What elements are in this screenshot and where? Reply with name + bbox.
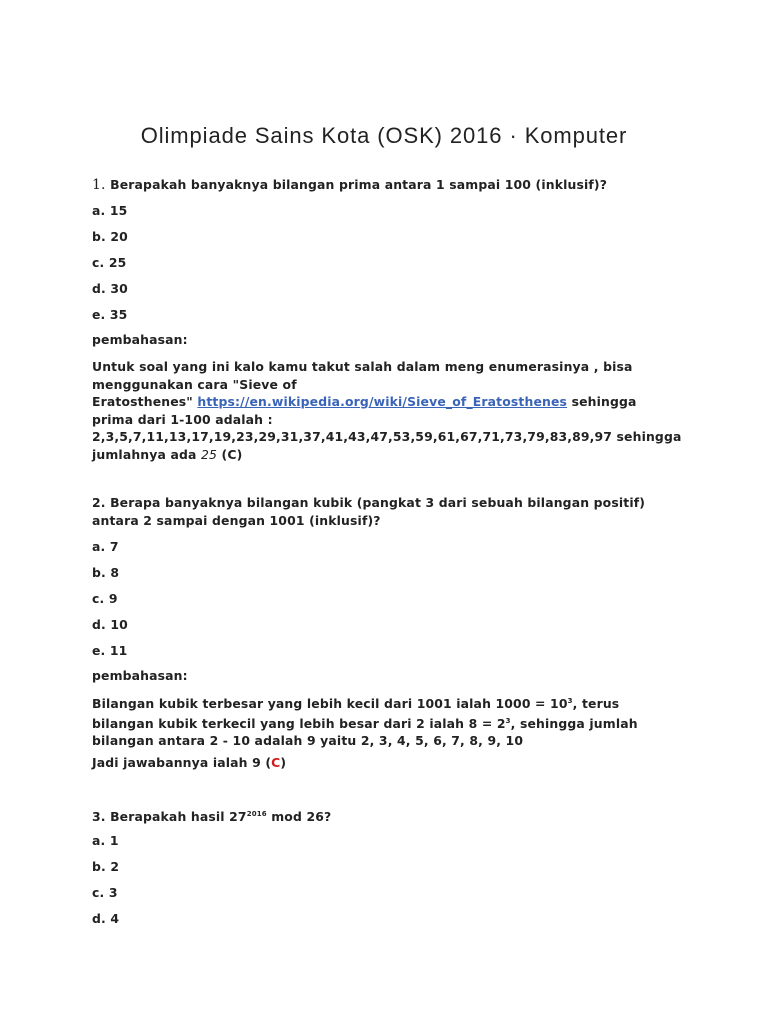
q2-line1-sup: 3 — [567, 697, 573, 705]
question-1-number: 1. — [92, 177, 106, 193]
q2-option-c: c. 9 — [92, 591, 118, 606]
q1-option-b: b. 20 — [92, 229, 128, 244]
q1-explanation-line2: menggunakan cara "Sieve of — [92, 376, 297, 392]
q2-explanation-line3: bilangan antara 2 - 10 adalah 9 yaitu 2, 3, 4, 5, 6, 7, 8, 9, 10 — [92, 733, 524, 748]
question-2-line2: antara 2 sampai dengan 1001 (inklusif)? — [92, 512, 381, 528]
q2-explanation — [92, 693, 692, 750]
q2-answer-letter: C — [271, 755, 281, 770]
question-2 — [92, 494, 692, 529]
q3-option-b: b. 2 — [92, 859, 120, 874]
q1-option-d: d. 30 — [92, 281, 128, 296]
q2-option-a: a. 7 — [92, 539, 119, 554]
q2-option-d: d. 10 — [92, 617, 128, 632]
q1-explanation-line4: prima dari 1-100 adalah : — [92, 411, 273, 427]
q3-option-a: a. 1 — [92, 833, 119, 848]
question-3 — [92, 806, 692, 826]
q2-option-b: b. 8 — [92, 565, 120, 580]
question-1 — [92, 176, 692, 195]
q1-line3-post: sehingga — [571, 394, 637, 409]
q2-explanation-line1 — [92, 693, 692, 713]
q2-line2-pre: bilangan kubik terkecil yang lebih besar dari 2 ialah 8 = 2 — [92, 715, 506, 731]
q1-option-a: a. 15 — [92, 203, 128, 218]
q1-line3-pre: Eratosthenes" — [92, 394, 193, 409]
q2-line1-post: , terus — [572, 696, 620, 711]
q3-option-d: d. 4 — [92, 911, 120, 926]
question-3-post: mod 26? — [266, 809, 332, 824]
q1-explanation — [92, 358, 692, 463]
q1-pembahasan-label: pembahasan: — [92, 332, 188, 347]
q2-line2-sup: 3 — [505, 716, 511, 725]
sieve-wikipedia-link[interactable]: https://en.wikipedia.org/wiki/Sieve_of_Eratosthenes — [197, 394, 568, 409]
q2-line2-post: , sehingga jumlah — [510, 715, 638, 731]
question-3-sup: 2016 — [246, 810, 267, 818]
q2-answer — [92, 754, 692, 772]
q1-explanation-line6 — [92, 446, 692, 464]
q1-option-c: c. 25 — [92, 255, 127, 270]
question-2-line1: 2. Berapa banyaknya bilangan kubik (pangkat 3 dari sebuah bilangan positif) — [92, 495, 646, 510]
question-1-text: Berapakah banyaknya bilangan prima antara 1 sampai 100 (inklusif)? — [110, 177, 608, 192]
q2-explanation-line2 — [92, 713, 692, 733]
q1-explanation-line3 — [92, 393, 692, 411]
q1-line6-post: (C) — [221, 446, 243, 462]
q1-option-e: e. 35 — [92, 307, 128, 322]
q1-line6-num: 25 — [201, 446, 218, 462]
q2-answer-pre: Jadi jawabannya ialah 9 ( — [92, 755, 272, 770]
q2-answer-post: ) — [280, 755, 287, 770]
q2-line1-pre: Bilangan kubik terbesar yang lebih kecil dari 1001 ialah 1000 = 10 — [92, 696, 568, 711]
q1-explanation-line1: Untuk soal yang ini kalo kamu takut salah dalam meng enumerasinya , bisa — [92, 359, 633, 374]
q1-line6-pre: jumlahnya ada — [92, 446, 197, 462]
q2-option-e: e. 11 — [92, 643, 128, 658]
q1-explanation-line5: 2,3,5,7,11,13,17,19,23,29,31,37,41,43,47,53,59,61,67,71,73,79,83,89,97 sehingga — [92, 429, 682, 444]
question-3-pre: 3. Berapakah hasil 27 — [92, 809, 247, 824]
q3-option-c: c. 3 — [92, 885, 118, 900]
page-title: Olimpiade Sains Kota (OSK) 2016 · Komputer — [140, 122, 628, 148]
q2-pembahasan-label: pembahasan: — [92, 668, 188, 683]
